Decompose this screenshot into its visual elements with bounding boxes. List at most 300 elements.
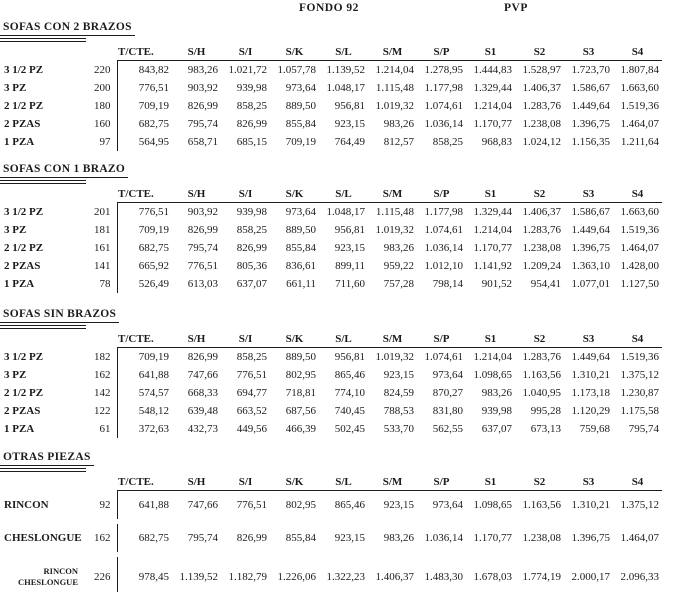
price-cell: 889,50: [285, 351, 316, 363]
row-label: CHESLONGUE: [4, 532, 82, 544]
price-cell: 826,99: [236, 532, 267, 544]
price-cell: 665,92: [117, 257, 172, 275]
price-cell: 1.663,60: [620, 82, 659, 94]
price-cell: 802,95: [285, 369, 316, 381]
price-cell: 939,98: [236, 82, 267, 94]
row-label: 2 PZAS: [4, 260, 41, 272]
price-cell: 805,36: [236, 260, 267, 272]
table-row: [0, 557, 662, 592]
price-cell: 1.139,52: [326, 64, 365, 76]
price-cell: 2.096,33: [620, 571, 659, 583]
column-header: S/L: [319, 330, 368, 348]
row-size: 201: [94, 205, 111, 218]
price-cell: 1.278,95: [424, 64, 463, 76]
section-title-row: [0, 21, 673, 36]
price-cell: 449,56: [236, 423, 267, 435]
table-row: [0, 384, 662, 402]
column-header: S4: [613, 185, 662, 203]
price-cell: 1.036,14: [424, 532, 463, 544]
column-header: S4: [613, 473, 662, 491]
price-cell: 1.375,12: [620, 369, 659, 381]
price-cell: 788,53: [383, 405, 414, 417]
row-size: 142: [94, 387, 111, 399]
column-header: S3: [564, 473, 613, 491]
price-cell: 1.406,37: [522, 82, 561, 94]
price-cell: 903,92: [187, 82, 218, 94]
row-size: 180: [94, 100, 111, 112]
row-label: 2 PZAS: [4, 118, 41, 130]
price-cell: 1.098,65: [473, 499, 512, 511]
price-table: [0, 330, 662, 438]
price-cell: 1.036,14: [424, 118, 463, 130]
price-cell: 1.214,04: [473, 224, 512, 236]
price-cell: 682,75: [117, 524, 172, 552]
price-cell: 1.483,30: [424, 571, 463, 583]
table-row: [0, 79, 662, 97]
price-cell: 973,64: [432, 499, 463, 511]
price-cell: 502,45: [334, 423, 365, 435]
column-header: T/CTE.: [117, 43, 172, 61]
price-cell: 658,71: [187, 136, 218, 148]
price-cell: 983,26: [383, 242, 414, 254]
price-cell: 923,15: [334, 532, 365, 544]
price-cell: 1.177,98: [424, 206, 463, 218]
price-cell: 1.156,35: [571, 136, 610, 148]
title-double-rule: [0, 325, 86, 329]
row-label: 3 1/2 PZ: [4, 350, 44, 363]
column-header: S/K: [270, 43, 319, 61]
price-cell: 899,11: [335, 260, 365, 272]
price-section: [0, 451, 673, 592]
column-header: S/K: [270, 185, 319, 203]
row-size: 78: [99, 278, 111, 290]
price-cell: 709,19: [285, 136, 316, 148]
row-label: 1 PZA: [4, 278, 35, 290]
price-cell: 1.170,77: [473, 532, 512, 544]
price-cell: 1.519,36: [620, 224, 659, 236]
price-cell: 747,66: [187, 369, 218, 381]
price-cell: 1.040,95: [522, 387, 561, 399]
column-header: S/I: [221, 473, 270, 491]
price-cell: 1.283,76: [522, 100, 561, 112]
row-label: 2 1/2 PZ: [4, 387, 44, 399]
row-size: 61: [99, 423, 111, 435]
row-size: 162: [94, 369, 111, 381]
price-cell: 855,84: [285, 242, 316, 254]
price-cell: 1.077,01: [571, 278, 610, 290]
price-cell: 1.170,77: [473, 242, 512, 254]
row-size: 181: [94, 224, 111, 236]
column-header: S1: [466, 330, 515, 348]
price-cell: 1.428,00: [620, 260, 659, 272]
price-cell: 923,15: [383, 499, 414, 511]
column-header-row: [0, 185, 662, 203]
column-header-row: [0, 473, 662, 491]
table-row: [0, 420, 662, 438]
row-size: 200: [94, 82, 111, 94]
column-header: S/H: [172, 473, 221, 491]
price-cell: 1.464,07: [620, 532, 659, 544]
column-header: S3: [564, 330, 613, 348]
price-cell: 1.283,76: [522, 224, 561, 236]
price-cell: 1.019,32: [375, 224, 414, 236]
price-cell: 995,28: [530, 405, 561, 417]
price-cell: 795,74: [187, 118, 218, 130]
column-header: S/L: [319, 43, 368, 61]
section-title: SOFAS CON 2 BRAZOS: [0, 21, 135, 36]
row-label: 2 1/2 PZ: [4, 100, 44, 112]
price-cell: 812,57: [383, 136, 414, 148]
price-cell: 1.163,56: [522, 499, 561, 511]
price-cell: 776,51: [236, 369, 267, 381]
row-label: 2 PZAS: [4, 405, 41, 417]
price-cell: 776,51: [187, 260, 218, 272]
price-cell: 1.449,64: [571, 351, 610, 363]
price-cell: 1.283,76: [522, 351, 561, 363]
row-label: RINCON: [4, 498, 49, 511]
section-title-row: [0, 308, 673, 323]
price-cell: 889,50: [285, 224, 316, 236]
table-row: [0, 61, 662, 80]
title-double-rule: [0, 468, 86, 472]
price-cell: 661,11: [286, 278, 316, 290]
price-cell: 673,13: [530, 423, 561, 435]
price-table: [0, 185, 662, 293]
price-cell: 682,75: [117, 239, 172, 257]
price-cell: 1.406,37: [375, 571, 414, 583]
blank-header: [80, 473, 117, 491]
column-header: S1: [466, 185, 515, 203]
price-cell: 836,61: [285, 260, 316, 272]
price-cell: 372,63: [117, 420, 172, 438]
row-label: 3 PZ: [4, 224, 27, 236]
price-cell: 956,81: [334, 224, 365, 236]
row-size: 97: [99, 136, 111, 148]
price-cell: 865,46: [334, 369, 365, 381]
pvp-group-label: PVP: [504, 2, 528, 14]
price-cell: 564,95: [117, 133, 172, 151]
row-label: 3 1/2 PZ: [4, 63, 44, 76]
price-cell: 858,25: [236, 351, 267, 363]
price-cell: 1.226,06: [277, 571, 316, 583]
table-row: [0, 257, 662, 275]
price-section: [0, 308, 673, 438]
row-label: 3 1/2 PZ: [4, 205, 44, 218]
column-header: S/P: [417, 43, 466, 61]
column-header: S/H: [172, 330, 221, 348]
price-cell: 795,74: [187, 242, 218, 254]
price-cell: 574,57: [117, 384, 172, 402]
price-cell: 1.177,98: [424, 82, 463, 94]
price-table: [0, 473, 662, 592]
table-row: [0, 221, 662, 239]
price-cell: 668,33: [187, 387, 218, 399]
price-cell: 978,45: [117, 557, 172, 592]
price-cell: 774,10: [334, 387, 365, 399]
blank-header: [0, 185, 80, 203]
price-cell: 637,07: [481, 423, 512, 435]
table-row: [0, 366, 662, 384]
price-cell: 764,49: [334, 136, 365, 148]
price-cell: 939,98: [236, 206, 267, 218]
price-cell: 795,74: [187, 532, 218, 544]
price-cell: 687,56: [285, 405, 316, 417]
column-header: S2: [515, 473, 564, 491]
row-size: 226: [94, 571, 111, 583]
price-cell: 1.127,50: [620, 278, 659, 290]
price-cell: 826,99: [187, 224, 218, 236]
price-cell: 1.036,14: [424, 242, 463, 254]
column-header: S3: [564, 185, 613, 203]
price-cell: 709,19: [117, 221, 172, 239]
price-cell: 466,39: [285, 423, 316, 435]
price-cell: 824,59: [383, 387, 414, 399]
table-row: [0, 275, 662, 293]
price-cell: 711,60: [335, 278, 365, 290]
price-cell: 641,88: [117, 366, 172, 384]
price-cell: 1.663,60: [620, 206, 659, 218]
row-size: 92: [99, 498, 111, 511]
price-cell: 1.396,75: [571, 242, 610, 254]
price-cell: 826,99: [187, 351, 218, 363]
table-row: [0, 239, 662, 257]
price-cell: 1.139,52: [179, 571, 218, 583]
price-cell: 826,99: [187, 100, 218, 112]
table-row: [0, 491, 662, 520]
row-label: 3 PZ: [4, 82, 27, 94]
blank-header: [0, 43, 80, 61]
column-header-row: [0, 43, 662, 61]
price-cell: 1.120,29: [571, 405, 610, 417]
price-cell: 1.449,64: [571, 224, 610, 236]
column-header: S1: [466, 473, 515, 491]
price-cell: 1.310,21: [571, 499, 610, 511]
column-header: S/P: [417, 473, 466, 491]
price-cell: 1.074,61: [424, 100, 463, 112]
price-cell: 637,07: [236, 278, 267, 290]
price-cell: 1.115,48: [375, 206, 414, 218]
price-cell: 923,15: [334, 242, 365, 254]
price-cell: 1.723,70: [571, 64, 610, 76]
price-cell: 889,50: [285, 100, 316, 112]
price-cell: 1.586,67: [571, 206, 610, 218]
price-cell: 548,12: [117, 402, 172, 420]
price-cell: 641,88: [117, 491, 172, 520]
column-header: S2: [515, 43, 564, 61]
price-cell: 1.211,64: [620, 136, 659, 148]
price-cell: 1.396,75: [571, 532, 610, 544]
price-cell: 1.214,04: [375, 64, 414, 76]
column-header: S3: [564, 43, 613, 61]
column-header: S/K: [270, 473, 319, 491]
price-cell: 1.774,19: [522, 571, 561, 583]
price-cell: 776,51: [236, 499, 267, 511]
price-cell: 1.019,32: [375, 100, 414, 112]
price-cell: 1.057,78: [277, 64, 316, 76]
section-title-row: [0, 451, 673, 466]
column-header: T/CTE.: [117, 473, 172, 491]
price-cell: 954,41: [530, 278, 561, 290]
price-cell: 1.012,10: [424, 260, 463, 272]
price-cell: 1.238,08: [522, 118, 561, 130]
price-cell: 1.406,37: [522, 206, 561, 218]
table-row: [0, 203, 662, 222]
price-cell: 1.048,17: [326, 206, 365, 218]
price-cell: 939,98: [481, 405, 512, 417]
table-row: [0, 524, 662, 552]
blank-header: [80, 330, 117, 348]
column-header: S/M: [368, 330, 417, 348]
column-header: S4: [613, 43, 662, 61]
blank-header: [0, 330, 80, 348]
table-row: [0, 133, 662, 151]
price-cell: 1.170,77: [473, 118, 512, 130]
column-header: S/L: [319, 473, 368, 491]
price-cell: 1.396,75: [571, 118, 610, 130]
price-cell: 983,26: [383, 532, 414, 544]
price-cell: 685,15: [236, 136, 267, 148]
price-cell: 1.141,92: [473, 260, 512, 272]
table-row: [0, 115, 662, 133]
price-cell: 1.238,08: [522, 532, 561, 544]
table-row: [0, 348, 662, 367]
section-title: SOFAS SIN BRAZOS: [0, 308, 119, 323]
price-cell: 843,82: [117, 61, 172, 80]
price-cell: 747,66: [187, 499, 218, 511]
column-header-row: [0, 330, 662, 348]
title-double-rule: [0, 180, 86, 184]
price-cell: 740,45: [334, 405, 365, 417]
price-cell: 682,75: [117, 115, 172, 133]
price-cell: 757,28: [383, 278, 414, 290]
column-header: S/H: [172, 43, 221, 61]
price-cell: 776,51: [117, 79, 172, 97]
price-cell: 973,64: [432, 369, 463, 381]
price-cell: 718,81: [285, 387, 316, 399]
row-size: 160: [94, 118, 111, 130]
fondo-group-label: FONDO 92: [299, 2, 359, 14]
price-cell: 759,68: [579, 423, 610, 435]
price-cell: 973,64: [285, 82, 316, 94]
row-label: RINCON CHESLONGUE: [18, 566, 78, 587]
price-cell: 831,80: [432, 405, 463, 417]
price-cell: 798,14: [432, 278, 463, 290]
price-cell: 858,25: [236, 224, 267, 236]
column-header: S/K: [270, 330, 319, 348]
price-cell: 826,99: [236, 242, 267, 254]
title-double-rule: [0, 38, 86, 42]
price-cell: 923,15: [334, 118, 365, 130]
column-header: S/M: [368, 473, 417, 491]
section-title: OTRAS PIEZAS: [0, 451, 94, 466]
price-cell: 959,22: [383, 260, 414, 272]
blank-header: [0, 473, 80, 491]
price-cell: 1.163,56: [522, 369, 561, 381]
column-header: S/M: [368, 43, 417, 61]
price-cell: 865,46: [334, 499, 365, 511]
section-title-row: [0, 163, 673, 178]
price-cell: 1.444,83: [473, 64, 512, 76]
column-header: T/CTE.: [117, 185, 172, 203]
price-cell: 1.449,64: [571, 100, 610, 112]
price-cell: 795,74: [628, 423, 659, 435]
price-cell: 1.464,07: [620, 242, 659, 254]
price-cell: 826,99: [236, 118, 267, 130]
column-header: S2: [515, 330, 564, 348]
price-cell: 983,26: [481, 387, 512, 399]
column-header: T/CTE.: [117, 330, 172, 348]
price-cell: 855,84: [285, 532, 316, 544]
blank-header: [80, 43, 117, 61]
price-cell: 1.310,21: [571, 369, 610, 381]
price-cell: 1.375,12: [620, 499, 659, 511]
column-header: S4: [613, 330, 662, 348]
price-cell: 1.175,58: [620, 405, 659, 417]
price-cell: 613,03: [187, 278, 218, 290]
row-size: 141: [94, 260, 111, 272]
price-cell: 1.329,44: [473, 206, 512, 218]
price-cell: 855,84: [285, 118, 316, 130]
price-cell: 1.678,03: [473, 571, 512, 583]
price-cell: 1.173,18: [571, 387, 610, 399]
column-header: S1: [466, 43, 515, 61]
price-cell: 526,49: [117, 275, 172, 293]
price-cell: 1.019,32: [375, 351, 414, 363]
row-size: 161: [94, 242, 111, 254]
price-cell: 1.519,36: [620, 351, 659, 363]
table-row: [0, 97, 662, 115]
price-section: [0, 163, 673, 293]
price-cell: 1.363,10: [571, 260, 610, 272]
price-cell: 1.807,84: [620, 64, 659, 76]
price-cell: 802,95: [285, 499, 316, 511]
price-cell: 870,27: [432, 387, 463, 399]
price-cell: 858,25: [236, 100, 267, 112]
price-cell: 562,55: [432, 423, 463, 435]
column-header: S/I: [221, 185, 270, 203]
price-cell: 2.000,17: [571, 571, 610, 583]
price-cell: 983,26: [383, 118, 414, 130]
price-cell: 694,77: [236, 387, 267, 399]
price-cell: 901,52: [481, 278, 512, 290]
column-header: S/P: [417, 330, 466, 348]
price-cell: 1.586,67: [571, 82, 610, 94]
price-cell: 1.322,23: [326, 571, 365, 583]
price-cell: 1.115,48: [375, 82, 414, 94]
price-section: [0, 21, 673, 151]
row-size: 220: [94, 63, 111, 76]
price-cell: 1.182,79: [228, 571, 267, 583]
price-cell: 639,48: [187, 405, 218, 417]
sections-container: [0, 21, 673, 592]
price-cell: 1.209,24: [522, 260, 561, 272]
price-cell: 533,70: [383, 423, 414, 435]
column-header: S/P: [417, 185, 466, 203]
row-size: 182: [94, 350, 111, 363]
price-cell: 923,15: [383, 369, 414, 381]
column-header: S/I: [221, 330, 270, 348]
row-size: 162: [94, 532, 111, 544]
price-cell: 1.230,87: [620, 387, 659, 399]
price-cell: 903,92: [187, 206, 218, 218]
price-cell: 1.214,04: [473, 351, 512, 363]
column-header: S2: [515, 185, 564, 203]
price-cell: 709,19: [117, 97, 172, 115]
price-cell: 858,25: [432, 136, 463, 148]
price-cell: 1.214,04: [473, 100, 512, 112]
price-cell: 973,64: [285, 206, 316, 218]
section-title: SOFAS CON 1 BRAZO: [0, 163, 128, 178]
